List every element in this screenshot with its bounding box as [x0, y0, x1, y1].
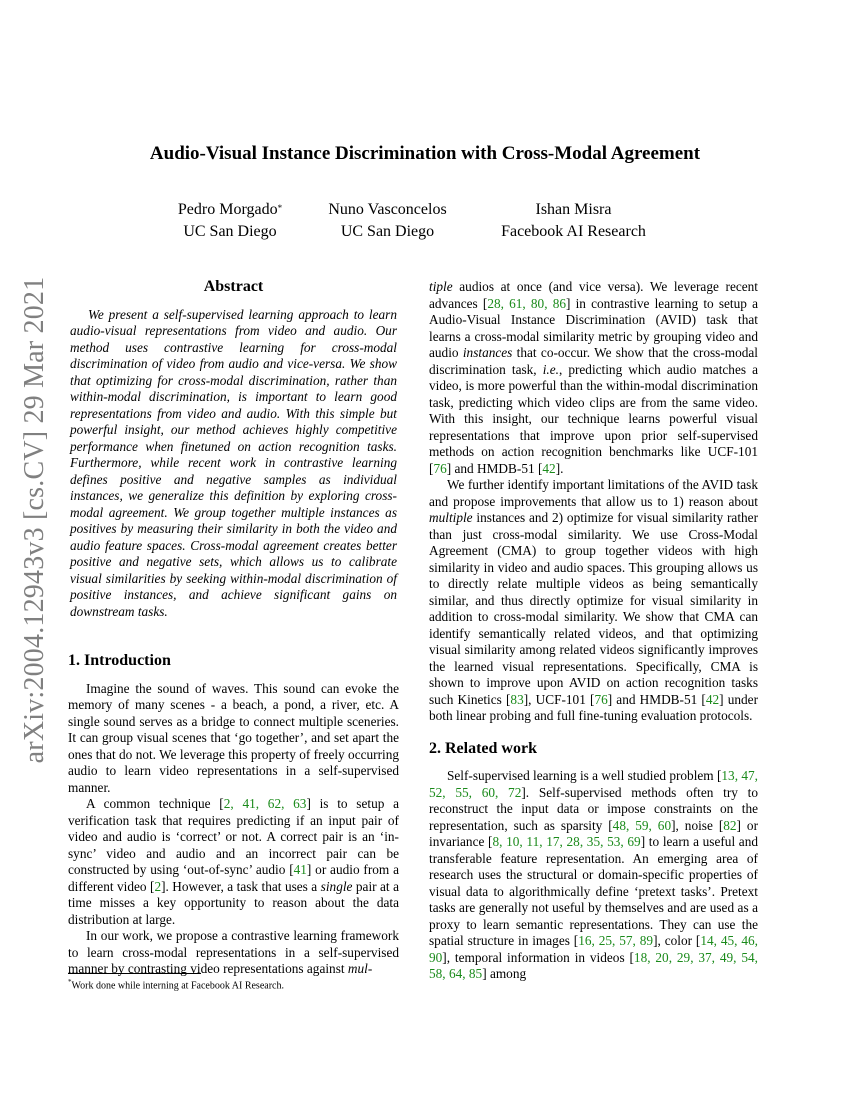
citation-link[interactable]: 48, 59, 60	[612, 817, 672, 833]
author-affiliation: Facebook AI Research	[501, 223, 646, 240]
citation-link[interactable]: 2, 41, 62, 63	[223, 796, 307, 811]
author-name: Ishan Misra	[535, 201, 612, 218]
author-affiliation: UC San Diego	[340, 223, 435, 240]
section-heading-related-work: 2. Related work	[429, 739, 537, 757]
citation-link[interactable]: 2	[154, 878, 162, 894]
intro-paragraph-2: A common technique [2, 41, 62, 63] is to setup a verification task that requires predicting if an input pair of video and audio is ‘correct’ or not. A correct pair is an ‘in-sync’ video and audio and an incorrect pair can be constructed by using ‘out-of-sync’ audio [41] or audio from a different video [2]. However, a task that uses a single pair at a time misses a key opportunity to reason about the data distribution at large.	[68, 796, 400, 927]
arxiv-id: arXiv:2004.12943v3 [cs.CV] 29 Mar 2021	[19, 276, 50, 764]
intro-paragraph-1: Imagine the sound of waves. This sound can evoke the memory of many scenes - a beach, a pond, a river, etc. A single sound serves as a bridge to connect multiple sceneries. It can group visual scenes that ‘go together’, and set apart the ones that do not. We leverage this property of freely occurring audio to learn video representations in a self-supervised manner.	[68, 680, 399, 795]
citation-link[interactable]: 82	[723, 817, 737, 833]
abstract-heading: Abstract	[203, 278, 264, 295]
citation-link[interactable]: 76	[433, 460, 447, 476]
abstract-body: We present a self-supervised learning approach to learn audio-visual representations from video and audio. Our method uses contrastive learning for cross-modal discrimination of video from audio and vice-versa. We show that optimizing for cross-modal discrimination, rather than within-modal discrimination, is important to learn good representations from video and audio. With this simple but powerful insight, our method achieves highly competitive performance when finetuned on action recognition tasks. Furthermore, while recent work in contrastive learning defines positive and negative samples as individual instances, we generalize this definition by exploring cross-modal agreement. We group together multiple instances as positives by measuring their similarity in both the video and audio feature spaces. Cross-modal agreement creates better positive and negative sets, which allows us to calibrate visual similarities by seeking within-modal discrimination of positive instances, and achieve significant gains on downstream tasks.	[70, 306, 397, 619]
related-work-paragraph: Self-supervised learning is a well studied problem [13, 47, 52, 55, 60, 72]. Self-supervised methods often try to reconstruct the input data or impose constraints on the representation, such as sparsity [48, 59, 60], noise [82] or invariance [8, 10, 11, 17, 28, 35, 53, 69] to learn a useful and transferable feature representation. An emerging area of research uses the structural or domain-specific properties of visual data to algorithmically define ‘pretext tasks’. Pretext tasks are generally not useful by themselves and are used as a proxy to learn semantic representations. They can use the spatial structure in images [16, 25, 57, 89], color [14, 45, 46, 90], temporal information in videos [18, 20, 29, 37, 49, 54, 58, 64, 85] among	[429, 768, 759, 981]
citation-link[interactable]: 42	[705, 691, 720, 707]
intro-paragraph-3: In our work, we propose a contrastive learning framework to learn cross-modal representations in a self-supervised manner by contrasting video representations against mul-	[68, 928, 399, 976]
citation-link[interactable]: 16, 25, 57, 89	[578, 933, 654, 948]
arxiv-sidebar-stamp	[19, 276, 50, 764]
author-name: Pedro Morgado	[177, 201, 278, 218]
footnote-divider	[68, 973, 201, 974]
citation-link[interactable]: 83	[510, 691, 524, 707]
citation-link[interactable]: 76	[594, 691, 608, 707]
paper-title: Audio-Visual Instance Discrimination with Cross-Modal Agreement	[149, 143, 701, 164]
citation-link[interactable]: 28, 61, 80, 86	[487, 295, 566, 311]
author-footnote-mark: *	[277, 203, 283, 213]
author-3	[480, 199, 667, 243]
citation-link[interactable]: 18, 20, 29, 37, 49, 54, 58, 64, 85	[429, 949, 758, 981]
citation-link[interactable]: 41	[293, 862, 307, 877]
author-2	[310, 199, 465, 243]
author-1	[150, 199, 310, 243]
citation-link[interactable]: 8, 10, 11, 17, 28, 35, 53, 69	[492, 834, 641, 849]
right-column	[429, 279, 758, 983]
footnote: *Work done while interning at Facebook AI Research.	[68, 978, 284, 992]
right-paragraph-2: We further identify important limitations of the AVID task and propose improvements that allow us to 1) reason about multiple instances and 2) optimize for visual similarity rather than just cross-modal similarity. We use Cross-Modal Agreement (CMA) to group together videos with high similarity in video and audio spaces. This grouping allows us to directly relate multiple videos as being semantically similar, and thus directly optimize for visual similarity in addition to cross-modal similarity. We show that CMA can identify semantically related videos, and that optimizing visual similarity among related videos significantly improves the learned visual representations. Specifically, CMA is shown to improve upon AVID on action recognition tasks such Kinetics [83], UCF-101 [76] and HMDB-51 [42] under both linear probing and full fine-tuning evaluation protocols.	[429, 477, 759, 723]
section-heading-introduction: 1. Introduction	[68, 652, 171, 669]
citation-link[interactable]: 14, 45, 46, 90	[429, 933, 759, 965]
author-name: Nuno Vasconcelos	[328, 201, 447, 218]
right-paragraph-1: tiple audios at once (and vice versa). We leverage recent advances [28, 61, 80, 86] in contrastive learning to setup a Audio-Visual Instance Discrimination (AVID) task that learns a cross-modal similarity metric by grouping video and audio instances that co-occur. We show that the cross-modal discrimination task, i.e., predicting which audio matches a video, is more powerful than the within-modal discrimination task, predicting which video clips are from the same video. With this insight, our technique learns powerful visual representations that improve upon prior self-supervised methods on action recognition benchmarks like UCF-101 [76] and HMDB-51 [42].	[429, 279, 758, 476]
author-affiliation: UC San Diego	[183, 223, 277, 240]
citation-link[interactable]: 13, 47, 52, 55, 60, 72	[429, 768, 758, 800]
left-column	[68, 279, 399, 978]
citation-link[interactable]: 42	[542, 460, 556, 476]
